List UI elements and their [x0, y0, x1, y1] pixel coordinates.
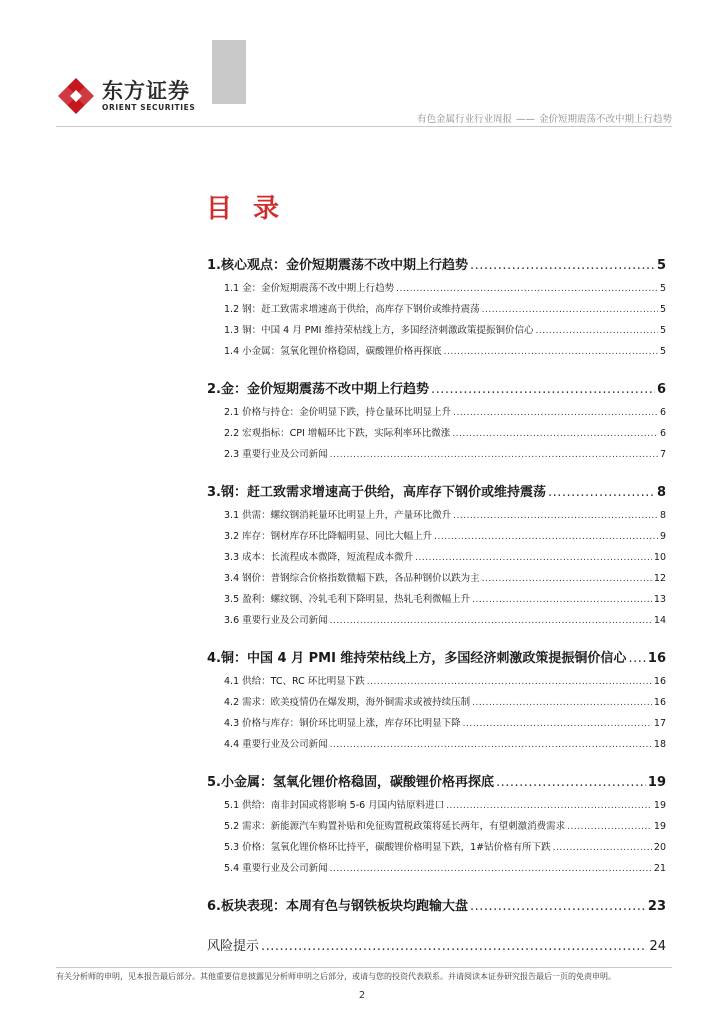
toc-entry-text: 3.1 供需：螺纹钢消耗量环比明显上升，产量环比微升	[224, 510, 452, 521]
toc-entry-text: 1.2 钢：赶工致需求增速高于供给，高库存下钢价或维持震荡	[224, 304, 480, 315]
toc-page-number: 16	[653, 697, 666, 708]
toc-leader-dots	[482, 305, 658, 315]
toc-leader-dots	[482, 574, 652, 584]
toc-entry-text: 5.3 价格：氢氧化锂价格环比持平，碳酸锂价格明显下跌，1#钴价格有所下跌	[224, 842, 551, 853]
brand-logo	[56, 76, 195, 116]
toc-entry-text: 3.5 盈利：螺纹钢、冷轧毛利下降明显，热轧毛利微幅上升	[224, 594, 471, 605]
toc-section-entry[interactable]	[207, 861, 666, 874]
toc-page-number: 8	[659, 510, 666, 521]
toc-section-entry[interactable]	[207, 426, 666, 439]
toc-leader-dots	[463, 719, 652, 729]
toc-page-number: 9	[659, 531, 666, 542]
toc-entry-text: 5.2 需求：新能源汽车购置补贴和免征购置税政策将延长两年，有望刺激消费需求	[224, 821, 566, 832]
toc-section-entry[interactable]	[207, 798, 666, 811]
toc-leader-dots	[452, 429, 658, 439]
toc-entry-text: 3.4 钢价：普钢综合价格指数微幅下跌，各品种钢价以跌为主	[224, 573, 480, 584]
toc-page-number: 14	[653, 615, 666, 626]
toc-entry-text: 1.1 金：金价短期震荡不改中期上行趋势	[224, 283, 395, 294]
toc-page-number: 12	[653, 573, 666, 584]
toc-entry-text: 4.2 需求：欧美疫情仍在爆发期，海外铜需求或被持续压制	[224, 697, 471, 708]
toc-entry-text: 风险提示	[207, 939, 260, 954]
toc-page-number: 19	[647, 775, 666, 790]
toc-entry-text: 2.2 宏观指标：CPI 增幅环比下跌，实际利率环比微涨	[224, 428, 451, 439]
toc-entry-text: 2.金：金价短期震荡不改中期上行趋势	[207, 382, 429, 397]
toc-entry-text: 4.铜：中国 4 月 PMI 维持荣枯线上方，多国经济刺激政策提振铜价信心	[207, 651, 627, 666]
toc-entry-text: 1.核心观点：金价短期震荡不改中期上行趋势	[207, 258, 468, 273]
toc-entry-text: 3.3 成本：长流程成本微降，短流程成本微升	[224, 552, 414, 563]
toc-leader-dots	[470, 258, 655, 273]
toc-chapter-entry[interactable]	[207, 772, 666, 790]
toc-section-gap	[207, 750, 666, 772]
table-of-contents	[207, 255, 666, 954]
toc-page-number: 10	[653, 552, 666, 563]
toc-page-number: 13	[653, 594, 666, 605]
toc-leader-dots	[444, 347, 658, 357]
brand-name-cn: 东方证券	[102, 79, 190, 103]
toc-section-gap	[207, 460, 666, 482]
toc-leader-dots	[553, 843, 652, 853]
toc-entry-text: 5.小金属：氢氧化锂价格稳固，碳酸锂价格再探底	[207, 775, 494, 790]
toc-leader-dots	[548, 485, 655, 500]
toc-entry-text: 2.1 价格与持仓：金价明显下跌，持仓量环比明显上升	[224, 407, 452, 418]
toc-entry-text: 6.板块表现：本周有色与钢铁板块均跑输大盘	[207, 899, 468, 914]
toc-page-number: 17	[653, 718, 666, 729]
toc-section-entry[interactable]	[207, 550, 666, 563]
toc-page-number: 5	[659, 283, 666, 294]
toc-section-entry[interactable]	[207, 447, 666, 460]
toc-leader-dots	[330, 450, 658, 460]
toc-page-number: 24	[649, 939, 666, 954]
toc-entry-text: 4.1 供给：TC、RC 环比明显下跌	[224, 676, 365, 687]
toc-entry-text: 1.4 小金属：氢氧化锂价格稳固，碳酸锂价格再探底	[224, 346, 442, 357]
toc-section-gap	[207, 874, 666, 896]
report-header-subtitle	[417, 111, 672, 125]
brand-name-en: ORIENT SECURITIES	[102, 103, 196, 112]
toc-leader-dots	[330, 864, 652, 874]
toc-section-entry[interactable]	[207, 302, 666, 315]
toc-chapter-entry[interactable]	[207, 482, 666, 500]
toc-section-entry[interactable]	[207, 840, 666, 853]
toc-leader-dots	[446, 801, 652, 811]
header-decor-bar	[212, 40, 246, 104]
toc-page-number: 6	[659, 428, 666, 439]
toc-leader-dots	[496, 775, 646, 790]
toc-page-number: 19	[653, 800, 666, 811]
footer-disclaimer: 有关分析师的申明，见本报告最后部分。其他重要信息披露见分析师申明之后部分，或请与您的投资代表联系。并请阅读本证券研究报告最后一页的免责申明。	[56, 972, 616, 981]
header-separator: ——	[515, 114, 535, 125]
toc-leader-dots	[434, 532, 658, 542]
toc-section-entry[interactable]	[207, 592, 666, 605]
toc-section-gap	[207, 357, 666, 379]
toc-page-number: 5	[659, 325, 666, 336]
toc-leader-dots	[472, 595, 652, 605]
toc-section-gap	[207, 914, 666, 936]
toc-page-number: 7	[659, 449, 666, 460]
toc-section-entry[interactable]	[207, 737, 666, 750]
toc-page-number: 18	[653, 739, 666, 750]
toc-page-number: 5	[659, 346, 666, 357]
toc-leader-dots	[472, 698, 652, 708]
header-divider	[56, 126, 672, 127]
toc-page-number: 8	[656, 485, 666, 500]
toc-leader-dots	[330, 616, 652, 626]
toc-leader-dots	[453, 511, 658, 521]
toc-leader-dots	[431, 382, 655, 397]
toc-leader-dots	[415, 553, 652, 563]
toc-section-entry[interactable]	[207, 323, 666, 336]
toc-chapter-entry[interactable]	[207, 936, 666, 954]
toc-page-number: 5	[659, 304, 666, 315]
toc-page-number: 16	[653, 676, 666, 687]
toc-section-entry[interactable]	[207, 344, 666, 357]
toc-section-entry[interactable]	[207, 819, 666, 832]
toc-leader-dots	[367, 677, 652, 687]
toc-leader-dots	[628, 651, 645, 666]
toc-leader-dots	[330, 740, 652, 750]
toc-page-number: 23	[647, 899, 666, 914]
toc-chapter-entry[interactable]	[207, 896, 666, 914]
toc-chapter-entry[interactable]	[207, 255, 666, 273]
toc-entry-text: 1.3 铜：中国 4 月 PMI 维持荣枯线上方，多国经济刺激政策提振铜价信心	[224, 325, 534, 336]
toc-section-entry[interactable]	[207, 571, 666, 584]
toc-entry-text: 2.3 重要行业及公司新闻	[224, 449, 328, 460]
toc-page-number: 16	[647, 651, 666, 666]
report-type: 有色金属行业行业周报	[416, 114, 512, 125]
toc-section-entry[interactable]	[207, 529, 666, 542]
toc-leader-dots	[453, 408, 658, 418]
toc-page-number: 6	[659, 407, 666, 418]
toc-entry-text: 4.4 重要行业及公司新闻	[224, 739, 328, 750]
toc-section-entry[interactable]	[207, 405, 666, 418]
report-title: 金价短期震荡不改中期上行趋势	[538, 114, 672, 125]
toc-chapter-entry[interactable]	[207, 379, 666, 397]
toc-entry-text: 3.2 库存：钢材库存环比降幅明显、同比大幅上升	[224, 531, 433, 542]
toc-chapter-entry[interactable]	[207, 648, 666, 666]
toc-entry-text: 3.6 重要行业及公司新闻	[224, 615, 328, 626]
toc-entry-text: 5.1 供给：南非封国或将影响 5-6 月国内钴原料进口	[224, 800, 445, 811]
toc-section-entry[interactable]	[207, 695, 666, 708]
toc-section-entry[interactable]	[207, 281, 666, 294]
toc-section-entry[interactable]	[207, 716, 666, 729]
toc-page-number: 20	[653, 842, 666, 853]
toc-section-gap	[207, 626, 666, 648]
toc-section-entry[interactable]	[207, 674, 666, 687]
toc-entry-text: 5.4 重要行业及公司新闻	[224, 863, 328, 874]
toc-page-number: 21	[653, 863, 666, 874]
toc-page-number: 6	[656, 382, 666, 397]
toc-page-number: 19	[653, 821, 666, 832]
toc-entry-text: 4.3 价格与库存：铜价环比明显上涨，库存环比明显下降	[224, 718, 461, 729]
page-number: 2	[358, 990, 366, 1001]
toc-leader-dots	[261, 939, 647, 954]
toc-leader-dots	[535, 326, 657, 336]
toc-leader-dots	[567, 822, 652, 832]
toc-page-number: 5	[656, 258, 666, 273]
toc-entry-text: 3.钢：赶工致需求增速高于供给，高库存下钢价或维持震荡	[207, 485, 546, 500]
toc-section-entry[interactable]	[207, 508, 666, 521]
toc-leader-dots	[470, 899, 646, 914]
toc-title: 目 录	[206, 194, 286, 224]
brand-logo-icon	[56, 76, 96, 116]
toc-section-entry[interactable]	[207, 613, 666, 626]
toc-leader-dots	[396, 284, 658, 294]
footer-divider	[56, 967, 672, 968]
